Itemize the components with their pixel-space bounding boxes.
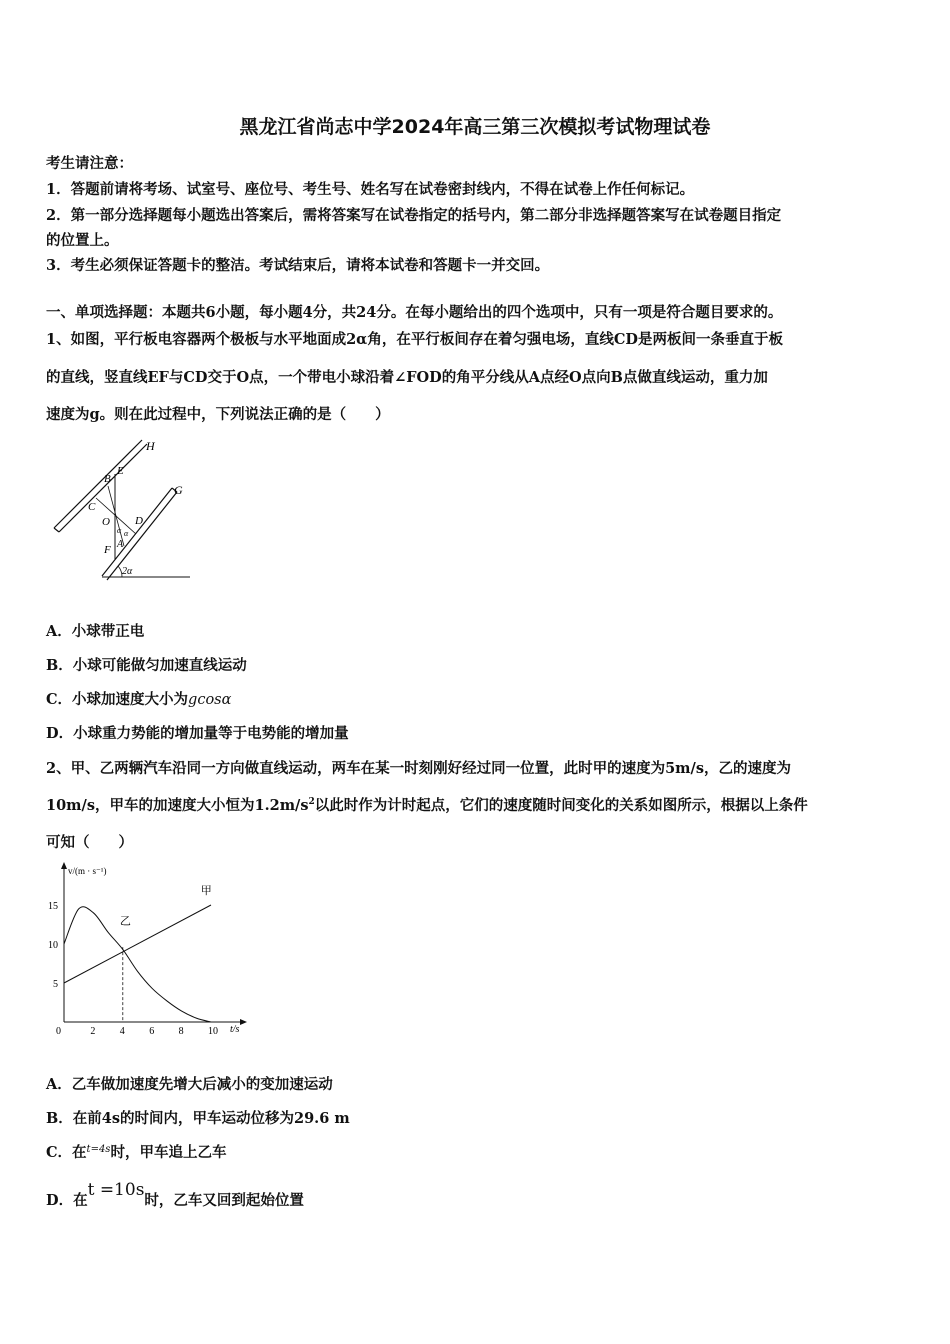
q1-option-c-text: C．小球加速度大小为 [46, 691, 189, 708]
q2-option-c-suffix: 时，甲车追上乙车 [110, 1144, 227, 1161]
notice-item-3: 3．考生必须保证答题卡的整洁。考试结束后，请将本试卷和答题卡一并交回。 [46, 257, 550, 274]
y-tick-label: 5 [53, 979, 58, 990]
notice-heading: 考生请注意： [46, 155, 133, 172]
q2-option-c-math: t=4s [86, 1144, 111, 1155]
notice-item-2-cont: 的位置上。 [46, 232, 119, 249]
label-D: D [135, 515, 143, 527]
y-tick-label: 15 [48, 901, 58, 912]
q1-option-d: D．小球重力势能的增加量等于电势能的增加量 [46, 725, 349, 742]
series-yi-curve [64, 907, 211, 1022]
q2-line-2 [46, 794, 808, 815]
right-plate [102, 488, 177, 580]
q1-option-c-math: gcosα [188, 692, 232, 708]
q2-option-d-suffix: 时，乙车又回到起始位置 [144, 1192, 304, 1209]
q2-option-b: B．在前4s的时间内，甲车运动位移为29.6 m [46, 1110, 350, 1127]
q2-option-c-prefix: C．在 [46, 1144, 87, 1161]
velocity-time-chart [44, 860, 254, 1040]
x-axis-label: t/s [230, 1024, 240, 1035]
q2-line-2-sup: 2 [308, 797, 315, 808]
notice-item-1: 1．答题前请将考场、试室号、座位号、考生号、姓名写在试卷密封线内，不得在试卷上作任何标记。 [46, 181, 695, 198]
label-A: A [117, 539, 124, 550]
q2-option-c [46, 1141, 226, 1162]
q1-option-c [46, 688, 231, 709]
x-tick-label: 2 [90, 1026, 96, 1037]
q2-option-d-prefix: D．在 [46, 1192, 88, 1209]
q1-line-1: 1、如图，平行板电容器两个极板与水平地面成2α角，在平行板间存在着匀强电场，直线CD是两板间一条垂直于板 [46, 331, 783, 348]
x-tick-label: 8 [178, 1026, 184, 1037]
q2-option-d [46, 1180, 304, 1210]
label-G: G [174, 483, 183, 497]
x-axis-arrow [240, 1019, 247, 1025]
section-heading: 一、单项选择题：本题共6小题，每小题4分，共24分。在每小题给出的四个选项中，只有一项是符合题目要求的。 [46, 304, 783, 321]
capacitor-figure [44, 436, 194, 584]
page-title: 黑龙江省尚志中学2024年高三第三次模拟考试物理试卷 [239, 116, 711, 138]
x-tick-label: 0 [56, 1026, 61, 1037]
q2-option-d-math: t =10s [87, 1180, 145, 1200]
series-yi-label: 乙 [119, 915, 131, 928]
label-alpha-1: α [117, 526, 122, 535]
q2-line-2b: 以此时作为计时起点，它们的速度随时间变化的关系如图所示，根据以上条件 [314, 797, 808, 814]
label-C: C [88, 501, 96, 513]
label-alpha-2: α [124, 529, 129, 538]
y-axis-arrow [61, 862, 67, 869]
label-B: B [104, 473, 111, 485]
q1-line-3: 速度为g。则在此过程中，下列说法正确的是（ ） [46, 406, 390, 423]
q2-line-2a: 10m/s，甲车的加速度大小恒为1.2m/s [46, 797, 309, 814]
label-F: F [104, 544, 111, 556]
label-E: E [117, 465, 124, 477]
x-tick-label: 4 [119, 1026, 125, 1037]
q2-line-3: 可知（ ） [46, 834, 133, 851]
label-H: H [146, 439, 155, 453]
label-angle: 2α [122, 566, 133, 577]
q2-option-a: A．乙车做加速度先增大后减小的变加速运动 [46, 1076, 333, 1093]
q1-option-a: A．小球带正电 [46, 623, 145, 640]
q1-line-2: 的直线，竖直线EF与CD交于O点，一个带电小球沿着∠FOD的角平分线从A点经O点向B点做直线运动，重力加 [46, 369, 768, 386]
label-O: O [102, 516, 110, 528]
q2-line-1: 2、甲、乙两辆汽车沿同一方向做直线运动，两车在某一时刻刚好经过同一位置，此时甲的速度为5m/s，乙的速度为 [46, 760, 791, 777]
ab-path [108, 486, 124, 546]
notice-item-2: 2．第一部分选择题每小题选出答案后，需将答案写在试卷指定的括号内，第二部分非选择题答案写在试卷题目指定 [46, 207, 782, 224]
x-tick-label: 6 [149, 1026, 155, 1037]
x-tick-label: 10 [208, 1026, 218, 1037]
y-tick-label: 10 [48, 940, 58, 951]
q1-option-b: B．小球可能做匀加速直线运动 [46, 657, 247, 674]
y-axis-label: v/(m · s⁻¹) [68, 866, 107, 876]
series-jia-label: 甲 [200, 885, 212, 898]
left-plate [54, 440, 147, 532]
